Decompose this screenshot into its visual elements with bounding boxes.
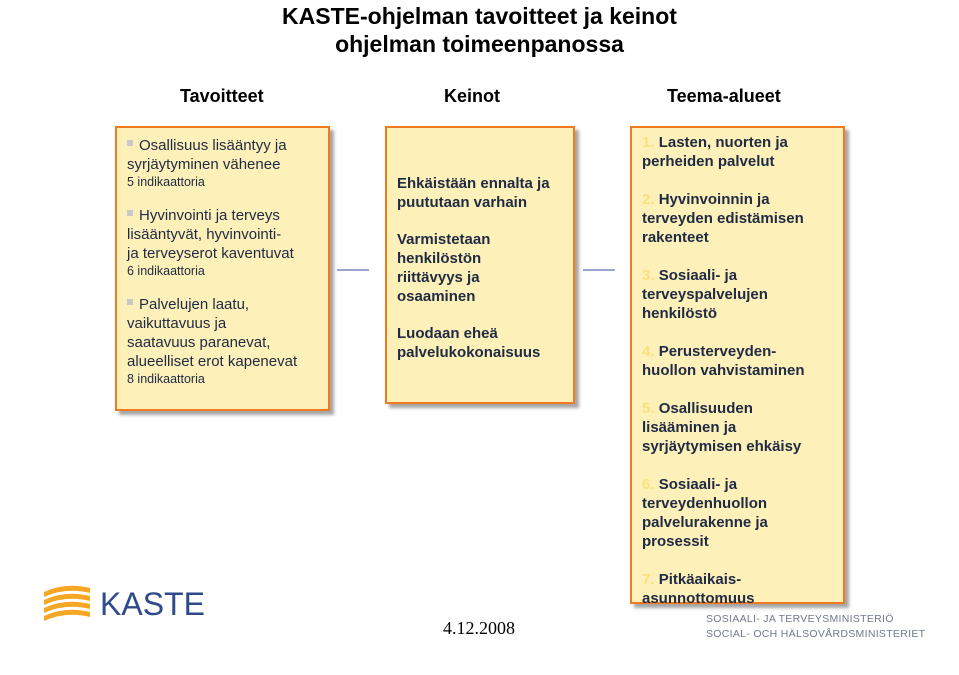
goal-heading <box>127 136 322 174</box>
mean-text-line: Luodaan eheä <box>397 325 498 342</box>
mean-text-line: riittävyys ja <box>397 269 480 286</box>
theme-text-line: Perusterveyden- <box>658 343 777 360</box>
mean-item <box>397 174 565 212</box>
theme-item <box>642 266 837 323</box>
date-label: 4.12.2008 <box>443 618 515 638</box>
theme-number: 1. <box>642 134 655 151</box>
theme-item <box>642 475 837 551</box>
mean-text-line: palvelukokonaisuus <box>397 344 541 361</box>
theme-item <box>642 570 837 608</box>
theme-item <box>642 399 837 456</box>
goal-item <box>127 295 322 387</box>
theme-item <box>642 342 837 380</box>
theme-text-line: Sosiaali- ja <box>658 476 738 493</box>
mean-text-line: Ehkäistään ennalta ja <box>397 175 550 192</box>
ministry-logo <box>706 612 946 654</box>
bullet-icon <box>127 140 133 146</box>
goals-box <box>115 126 330 411</box>
theme-text-line: lisääminen ja <box>642 419 737 436</box>
theme-text-line: prosessit <box>642 533 709 550</box>
theme-text-line: huollon vahvistaminen <box>642 362 805 379</box>
goal-text-line: Osallisuus lisääntyy ja <box>139 137 287 154</box>
bullet-icon <box>127 299 133 305</box>
theme-text-line: syrjäytymisen ehkäisy <box>642 438 802 455</box>
kaste-logo-text: KASTE <box>100 586 205 622</box>
theme-text-line: Lasten, nuorten ja <box>658 134 788 151</box>
themes-box <box>630 126 845 607</box>
goal-text-line: saatavuus paranevat, <box>127 334 271 351</box>
theme-number: 6. <box>642 476 655 493</box>
theme-number: 3. <box>642 267 655 284</box>
connector-goals-means <box>337 269 369 271</box>
theme-text-line: terveyden edistämisen <box>642 210 804 227</box>
title-line-2: ohjelman toimeenpanossa <box>335 31 624 57</box>
column-header-themes: Teema-alueet <box>667 86 781 106</box>
goal-indicator-count: 5 indikaattoria <box>127 175 205 189</box>
theme-item <box>642 190 837 247</box>
bullet-icon <box>127 210 133 216</box>
goal-text-line: vaikuttavuus ja <box>127 315 227 332</box>
theme-text-line: rakenteet <box>642 229 709 246</box>
theme-text-line: terveyspalvelujen <box>642 286 768 303</box>
goal-text-line: Palvelujen laatu, <box>139 296 250 313</box>
mean-item <box>397 230 565 306</box>
theme-item <box>642 133 837 171</box>
title-line-1: KASTE-ohjelman tavoitteet ja keinot <box>282 3 677 29</box>
kaste-stripes-icon <box>44 586 90 621</box>
connector-means-themes <box>583 269 615 271</box>
goal-indicator-count: 6 indikaattoria <box>127 264 205 278</box>
theme-text-line: Pitkäaikais- <box>658 571 742 588</box>
ministry-name-sv: SOCIAL- OCH HÄLSOVÅRDSMINISTERIET <box>706 628 926 640</box>
theme-text-line: henkilöstö <box>642 305 718 322</box>
theme-text-line: Sosiaali- ja <box>658 267 738 284</box>
goal-text-line: Hyvinvointi ja terveys <box>139 207 280 224</box>
mean-text-line: osaaminen <box>397 288 476 305</box>
theme-number: 4. <box>642 343 655 360</box>
goal-text-line: syrjäytyminen vähenee <box>127 156 281 173</box>
theme-text-line: perheiden palvelut <box>642 153 775 170</box>
theme-text-line: Hyvinvoinnin ja <box>658 191 770 208</box>
theme-number: 7. <box>642 571 655 588</box>
mean-text-line: puututaan varhain <box>397 194 528 211</box>
page-title <box>0 2 959 58</box>
kaste-logo <box>42 578 214 628</box>
goal-text-line: ja terveyserot kaventuvat <box>127 245 294 262</box>
mean-item <box>397 324 565 362</box>
theme-text-line: terveydenhuollon <box>642 495 768 512</box>
goal-heading <box>127 295 322 371</box>
theme-text-line: palvelurakenne ja <box>642 514 768 531</box>
theme-number: 2. <box>642 191 655 208</box>
goal-heading <box>127 206 322 263</box>
theme-text-line: asunnottomuus <box>642 590 755 607</box>
goal-item <box>127 136 322 190</box>
ministry-name-fi: SOSIAALI- JA TERVEYSMINISTERIÖ <box>706 613 894 625</box>
means-box <box>385 126 575 404</box>
goal-text-line: alueelliset erot kapenevat <box>127 353 298 370</box>
column-header-goals: Tavoitteet <box>180 86 264 106</box>
mean-text-line: henkilöstön <box>397 250 482 267</box>
column-header-means: Keinot <box>444 86 500 106</box>
goal-indicator-count: 8 indikaattoria <box>127 372 205 386</box>
theme-number: 5. <box>642 400 655 417</box>
theme-text-line: Osallisuuden <box>658 400 753 417</box>
goal-item <box>127 206 322 279</box>
mean-text-line: Varmistetaan <box>397 231 491 248</box>
goal-text-line: lisääntyvät, hyvinvointi- <box>127 226 282 243</box>
